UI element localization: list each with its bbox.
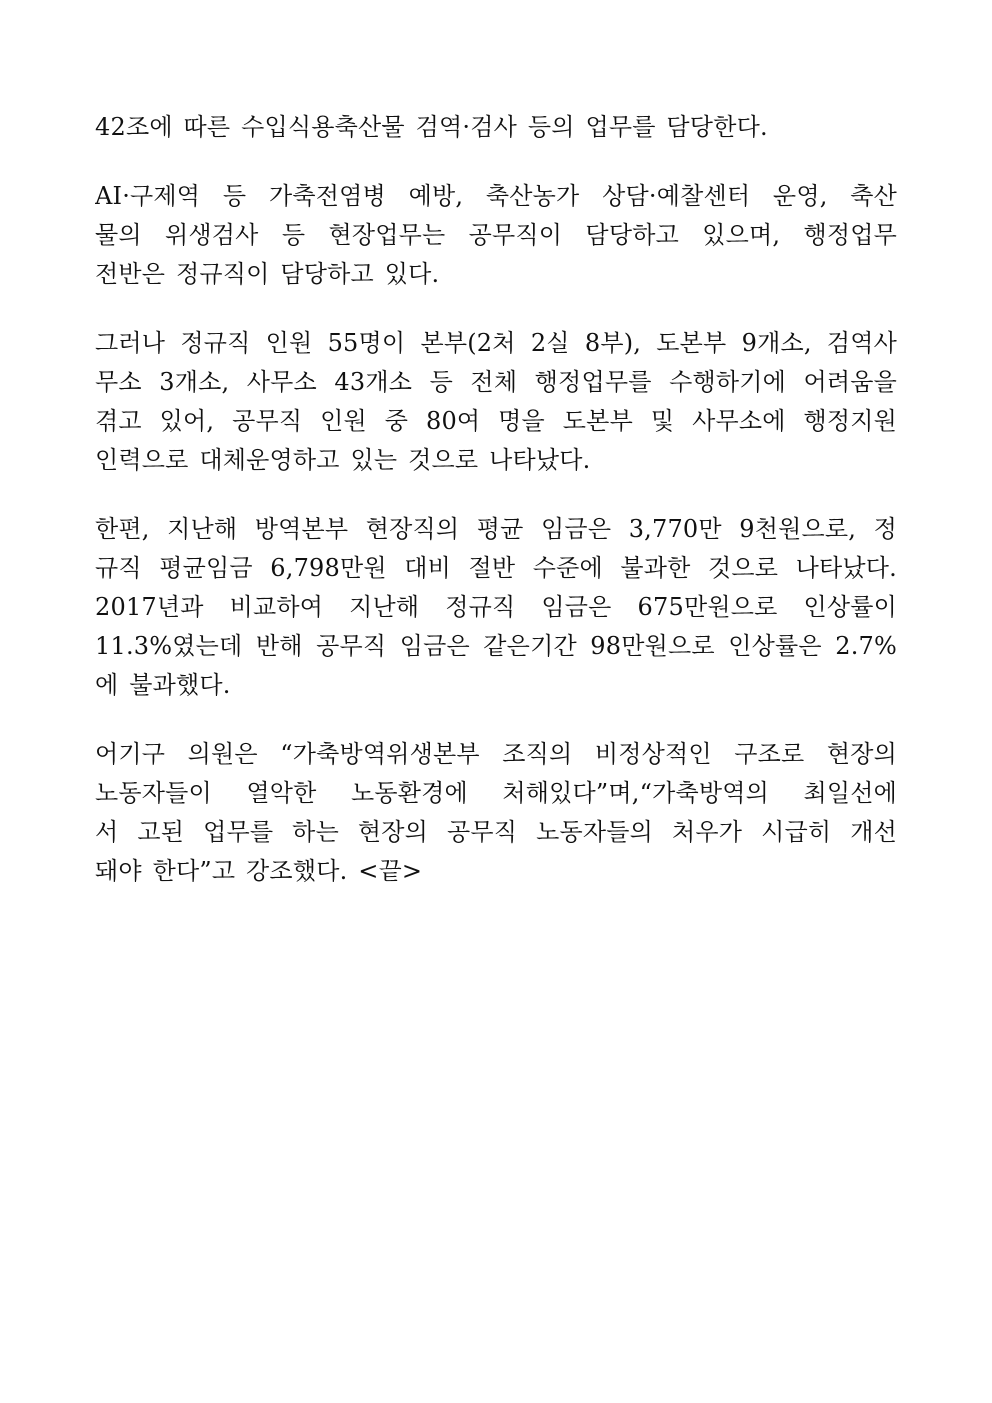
paragraph-wages bbox=[95, 510, 897, 705]
text-line: 겪고 있어, 공무직 인원 중 80여 명을 도본부 및 사무소에 행정지원 bbox=[95, 407, 897, 435]
text-line: 한편, 지난해 방역본부 현장직의 평균 임금은 3,770만 9천원으로, 정 bbox=[95, 515, 897, 543]
paragraph-quarantine-duty bbox=[95, 108, 897, 147]
text-line: 42조에 따른 수입식용축산물 검역·검사 등의 업무를 담당한다. bbox=[95, 113, 768, 141]
paragraph-staffing bbox=[95, 324, 897, 480]
text-line: 돼야 한다”고 강조했다. <끝> bbox=[95, 857, 423, 885]
text-line: 어기구 의원은 “가축방역위생본부 조직의 비정상적인 구조로 현장의 bbox=[95, 740, 897, 768]
text-line: 물의 위생검사 등 현장업무는 공무직이 담당하고 있으며, 행정업무 bbox=[95, 221, 897, 249]
text-line: 무소 3개소, 사무소 43개소 등 전체 행정업무를 수행하기에 어려움을 bbox=[95, 368, 897, 396]
paragraph-quote bbox=[95, 735, 897, 891]
text-line: 인력으로 대체운영하고 있는 것으로 나타났다. bbox=[95, 446, 591, 474]
text-line: 11.3%였는데 반해 공무직 임금은 같은기간 98만원으로 인상률은 2.7% bbox=[95, 632, 897, 660]
text-line: AI·구제역 등 가축전염병 예방, 축산농가 상담·예찰센터 운영, 축산 bbox=[95, 182, 897, 210]
text-line: 2017년과 비교하여 지난해 정규직 임금은 675만원으로 인상률이 bbox=[95, 593, 897, 621]
text-line: 에 불과했다. bbox=[95, 671, 231, 699]
text-line: 노동자들이 열악한 노동환경에 처해있다”며,“가축방역의 최일선에 bbox=[95, 779, 897, 807]
text-line: 전반은 정규직이 담당하고 있다. bbox=[95, 260, 440, 288]
text-line: 규직 평균임금 6,798만원 대비 절반 수준에 불과한 것으로 나타났다. bbox=[95, 554, 897, 582]
text-line: 그러나 정규직 인원 55명이 본부(2처 2실 8부), 도본부 9개소, 검역사 bbox=[95, 329, 897, 357]
document-body bbox=[95, 108, 897, 921]
paragraph-field-work bbox=[95, 177, 897, 294]
text-line: 서 고된 업무를 하는 현장의 공무직 노동자들의 처우가 시급히 개선 bbox=[95, 818, 897, 846]
